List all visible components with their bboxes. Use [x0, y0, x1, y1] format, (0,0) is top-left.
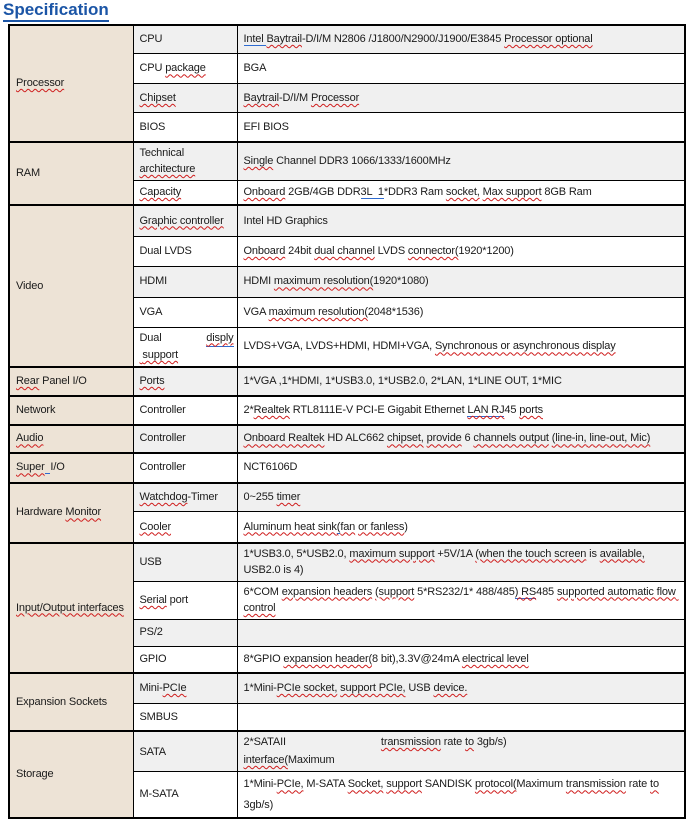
category-cell: Expansion Sockets	[9, 673, 133, 731]
value-cell: VGA maximum resolution(2048*1536)	[237, 297, 685, 327]
value-cell	[237, 619, 685, 646]
page-title-text: Specification	[3, 1, 109, 22]
spec-table-body	[9, 25, 685, 818]
value-cell	[237, 703, 685, 731]
category-cell: Network	[9, 396, 133, 425]
category-cell: Processor	[9, 25, 133, 142]
feature-cell: Cooler	[133, 512, 237, 543]
feature-cell: Watchdog-Timer	[133, 483, 237, 512]
value-cell: Onboard 2GB/4GB DDR3L 1*DDR3 Ram socket, Max support 8GB Ram	[237, 180, 685, 205]
spec-row	[9, 425, 685, 453]
value-cell: Onboard 24bit dual channel LVDS connector(1920*1200)	[237, 236, 685, 266]
spec-row	[9, 543, 685, 582]
feature-cell: CPU	[133, 25, 237, 54]
spec-row	[9, 483, 685, 512]
spec-row	[9, 367, 685, 396]
feature-cell: GPIO	[133, 646, 237, 673]
value-cell: NCT6106D	[237, 453, 685, 483]
value-cell: 1*Mini-PCIe socket, support PCIe, USB device.	[237, 673, 685, 703]
spec-row	[9, 25, 685, 54]
value-cell: Baytrail-D/I/M Processor	[237, 84, 685, 113]
feature-cell: USB	[133, 543, 237, 582]
spec-row	[9, 453, 685, 483]
spec-row	[9, 205, 685, 236]
feature-cell: Capacity	[133, 180, 237, 205]
feature-cell: SATA	[133, 731, 237, 772]
value-cell: Intel HD Graphics	[237, 205, 685, 236]
feature-cell: HDMI	[133, 266, 237, 297]
value-cell: EFI BIOS	[237, 113, 685, 142]
category-cell: Storage	[9, 731, 133, 818]
value-cell: 6*COM expansion headers (support 5*RS232/1* 488/485) RS485 supported automatic flow control	[237, 581, 685, 619]
feature-cell: Dual disply support	[133, 327, 237, 367]
category-cell: Super I/O	[9, 453, 133, 483]
feature-cell: Controller	[133, 396, 237, 425]
value-cell: Intel Baytrail-D/I/M N2806 /J1800/N2900/J1900/E3845 Processor optional	[237, 25, 685, 54]
feature-cell: BIOS	[133, 113, 237, 142]
value-cell: Onboard Realtek HD ALC662 chipset, provide 6 channels output (line-in, line-out, Mic)	[237, 425, 685, 453]
feature-cell: Graphic controller	[133, 205, 237, 236]
spec-row	[9, 142, 685, 181]
value-cell: 1*Mini-PCIe, M-SATA Socket, support SANDISK protocol(Maximum transmission rate to 3gb/s)	[237, 772, 685, 818]
feature-cell: Ports	[133, 367, 237, 396]
category-cell: Audio	[9, 425, 133, 453]
spec-row	[9, 396, 685, 425]
value-cell: HDMI maximum resolution(1920*1080)	[237, 266, 685, 297]
value-cell: 2*SATAII transmission rate to 3gb/s) interface(Maximum	[237, 731, 685, 772]
value-cell: 1*USB3.0, 5*USB2.0, maximum support +5V/1A (when the touch screen is available, USB2.0 is 4)	[237, 543, 685, 582]
value-cell: LVDS+VGA, LVDS+HDMI, HDMI+VGA, Synchronous or asynchronous display	[237, 327, 685, 367]
value-cell: Single Channel DDR3 1066/1333/1600MHz	[237, 142, 685, 181]
category-cell: Video	[9, 205, 133, 367]
feature-cell: CPU package	[133, 54, 237, 84]
feature-cell: Controller	[133, 425, 237, 453]
category-cell: RAM	[9, 142, 133, 206]
spec-row	[9, 731, 685, 772]
category-cell: Input/Output interfaces	[9, 543, 133, 674]
value-cell: Aluminum heat sink(fan or fanless)	[237, 512, 685, 543]
spec-table	[8, 24, 686, 819]
value-cell: 8*GPIO expansion header(8 bit),3.3V@24mA electrical level	[237, 646, 685, 673]
feature-cell: PS/2	[133, 619, 237, 646]
feature-cell: SMBUS	[133, 703, 237, 731]
page-title	[3, 1, 692, 22]
feature-cell: VGA	[133, 297, 237, 327]
spec-row	[9, 673, 685, 703]
feature-cell: Dual LVDS	[133, 236, 237, 266]
feature-cell: Mini-PCIe	[133, 673, 237, 703]
page-title-underline	[3, 1, 109, 22]
feature-cell: Controller	[133, 453, 237, 483]
feature-cell: M-SATA	[133, 772, 237, 818]
value-cell: 2*Realtek RTL8111E-V PCI-E Gigabit Ethernet LAN RJ45 ports	[237, 396, 685, 425]
category-cell: Hardware Monitor	[9, 483, 133, 543]
feature-cell: Serial port	[133, 581, 237, 619]
value-cell: 0~255 timer	[237, 483, 685, 512]
category-cell: Rear Panel I/O	[9, 367, 133, 396]
feature-cell: Chipset	[133, 84, 237, 113]
value-cell: 1*VGA ,1*HDMI, 1*USB3.0, 1*USB2.0, 2*LAN, 1*LINE OUT, 1*MIC	[237, 367, 685, 396]
feature-cell: Technical architecture	[133, 142, 237, 181]
value-cell: BGA	[237, 54, 685, 84]
